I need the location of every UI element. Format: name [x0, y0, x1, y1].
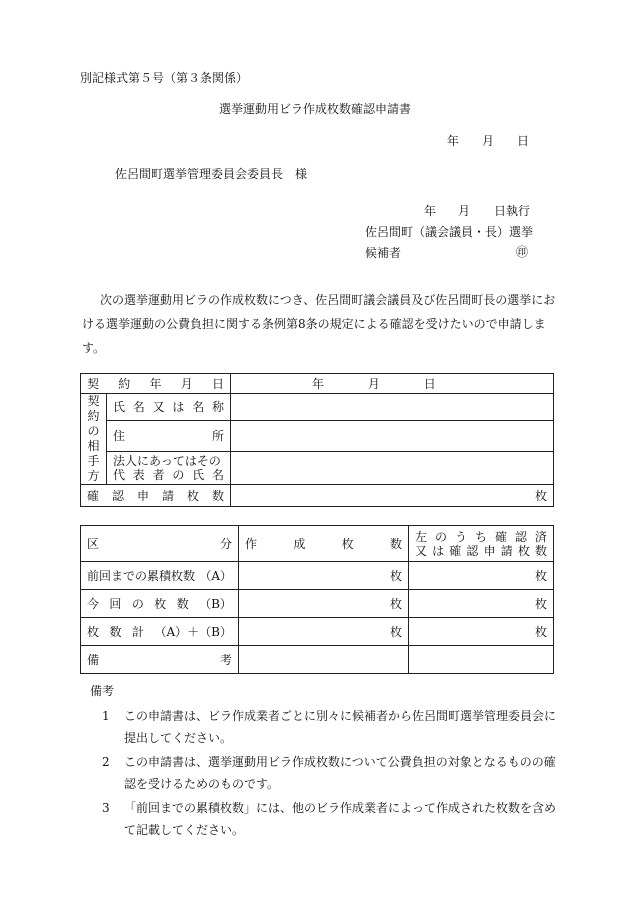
election-day: 日執行 [494, 204, 531, 218]
row-label-total: 枚 数 計 （A）＋（B） [81, 618, 239, 646]
cumulative-confirmed-field[interactable]: 枚 [409, 562, 554, 590]
category-header: 区 分 [81, 526, 239, 562]
form-label: 別記様式第５号（第３条関係） [80, 71, 249, 85]
notes-heading: 備考 [90, 684, 115, 698]
representative-field[interactable] [231, 452, 554, 485]
form-title: 選挙運動用ビラ作成枚数確認申請書 [218, 102, 411, 116]
name-field[interactable] [231, 394, 554, 421]
row-label-cumulative: 前回までの累積枚数 （A） [81, 562, 239, 590]
total-confirmed-field[interactable]: 枚 [409, 618, 554, 646]
contract-party-label: 契 約 の 相 手 方 [81, 394, 107, 485]
note-item: 3 「前回までの累積枚数」には、他のビラ作成業者によって作成された枚数を含め て記載してください。 [102, 801, 557, 837]
current-count-field[interactable]: 枚 [239, 590, 409, 618]
body-line: ける選挙運動の公費負担に関する条例第8条の規定による確認を受けたいので申請しま [82, 317, 546, 331]
contract-table [80, 373, 554, 507]
count-table [80, 525, 554, 674]
table-row [81, 646, 554, 674]
election-year: 年 [424, 204, 437, 218]
note-item: 1 この申請書は、ビラ作成業者ごとに別々に候補者から佐呂間町選挙管理委員会に 提出してください。 [102, 709, 557, 745]
address-label: 住 所 [107, 420, 231, 451]
table-row [81, 562, 554, 590]
remarks-field[interactable] [239, 646, 409, 674]
cumulative-count-field[interactable]: 枚 [239, 562, 409, 590]
remarks-label: 備 考 [81, 646, 239, 674]
submission-year: 年 [447, 134, 460, 148]
seal-mark: ㊞ [516, 245, 529, 259]
total-count-field[interactable]: 枚 [239, 618, 409, 646]
confirm-count-field[interactable]: 枚 [231, 485, 554, 507]
confirm-count-label: 確 認 申 請 枚 数 [81, 485, 231, 507]
table-row [81, 590, 554, 618]
remarks-field-2[interactable] [409, 646, 554, 674]
address-field[interactable] [231, 420, 554, 451]
candidate-label: 候補者 [365, 246, 402, 260]
election-month: 月 [458, 204, 471, 218]
election-name: 佐呂間町（議会議員・長）選挙 [365, 225, 534, 239]
current-confirmed-field[interactable]: 枚 [409, 590, 554, 618]
note-item: 2 この申請書は、選挙運動用ビラ作成枚数について公費負担の対象となるものの確 認を受けるためのものです。 [102, 755, 556, 791]
name-label: 氏 名 又 は 名 称 [107, 394, 231, 421]
submission-day: 日 [517, 134, 530, 148]
body-paragraph [82, 288, 556, 360]
contract-date-field[interactable]: 年 月 日 [231, 374, 554, 394]
addressee: 佐呂間町選挙管理委員会委員長 様 [115, 167, 308, 181]
notes-section [90, 683, 560, 843]
submission-month: 月 [482, 134, 495, 148]
contract-date-label: 契 約 年 月 日 [81, 374, 231, 394]
body-line: 次の選挙運動用ビラの作成枚数につき、佐呂間町議会議員及び佐呂間町長の選挙にお [100, 293, 556, 307]
confirmed-header: 左 の う ち 確 認 済 又 は 確 認 申 請 枚 数 [409, 526, 554, 562]
count-header: 作 成 枚 数 [239, 526, 409, 562]
body-line: す。 [82, 341, 106, 355]
row-label-current: 今 回 の 枚 数 （B） [81, 590, 239, 618]
table-row [81, 618, 554, 646]
representative-label: 法人にあってはその 代 表 者 の 氏 名 [107, 452, 231, 485]
